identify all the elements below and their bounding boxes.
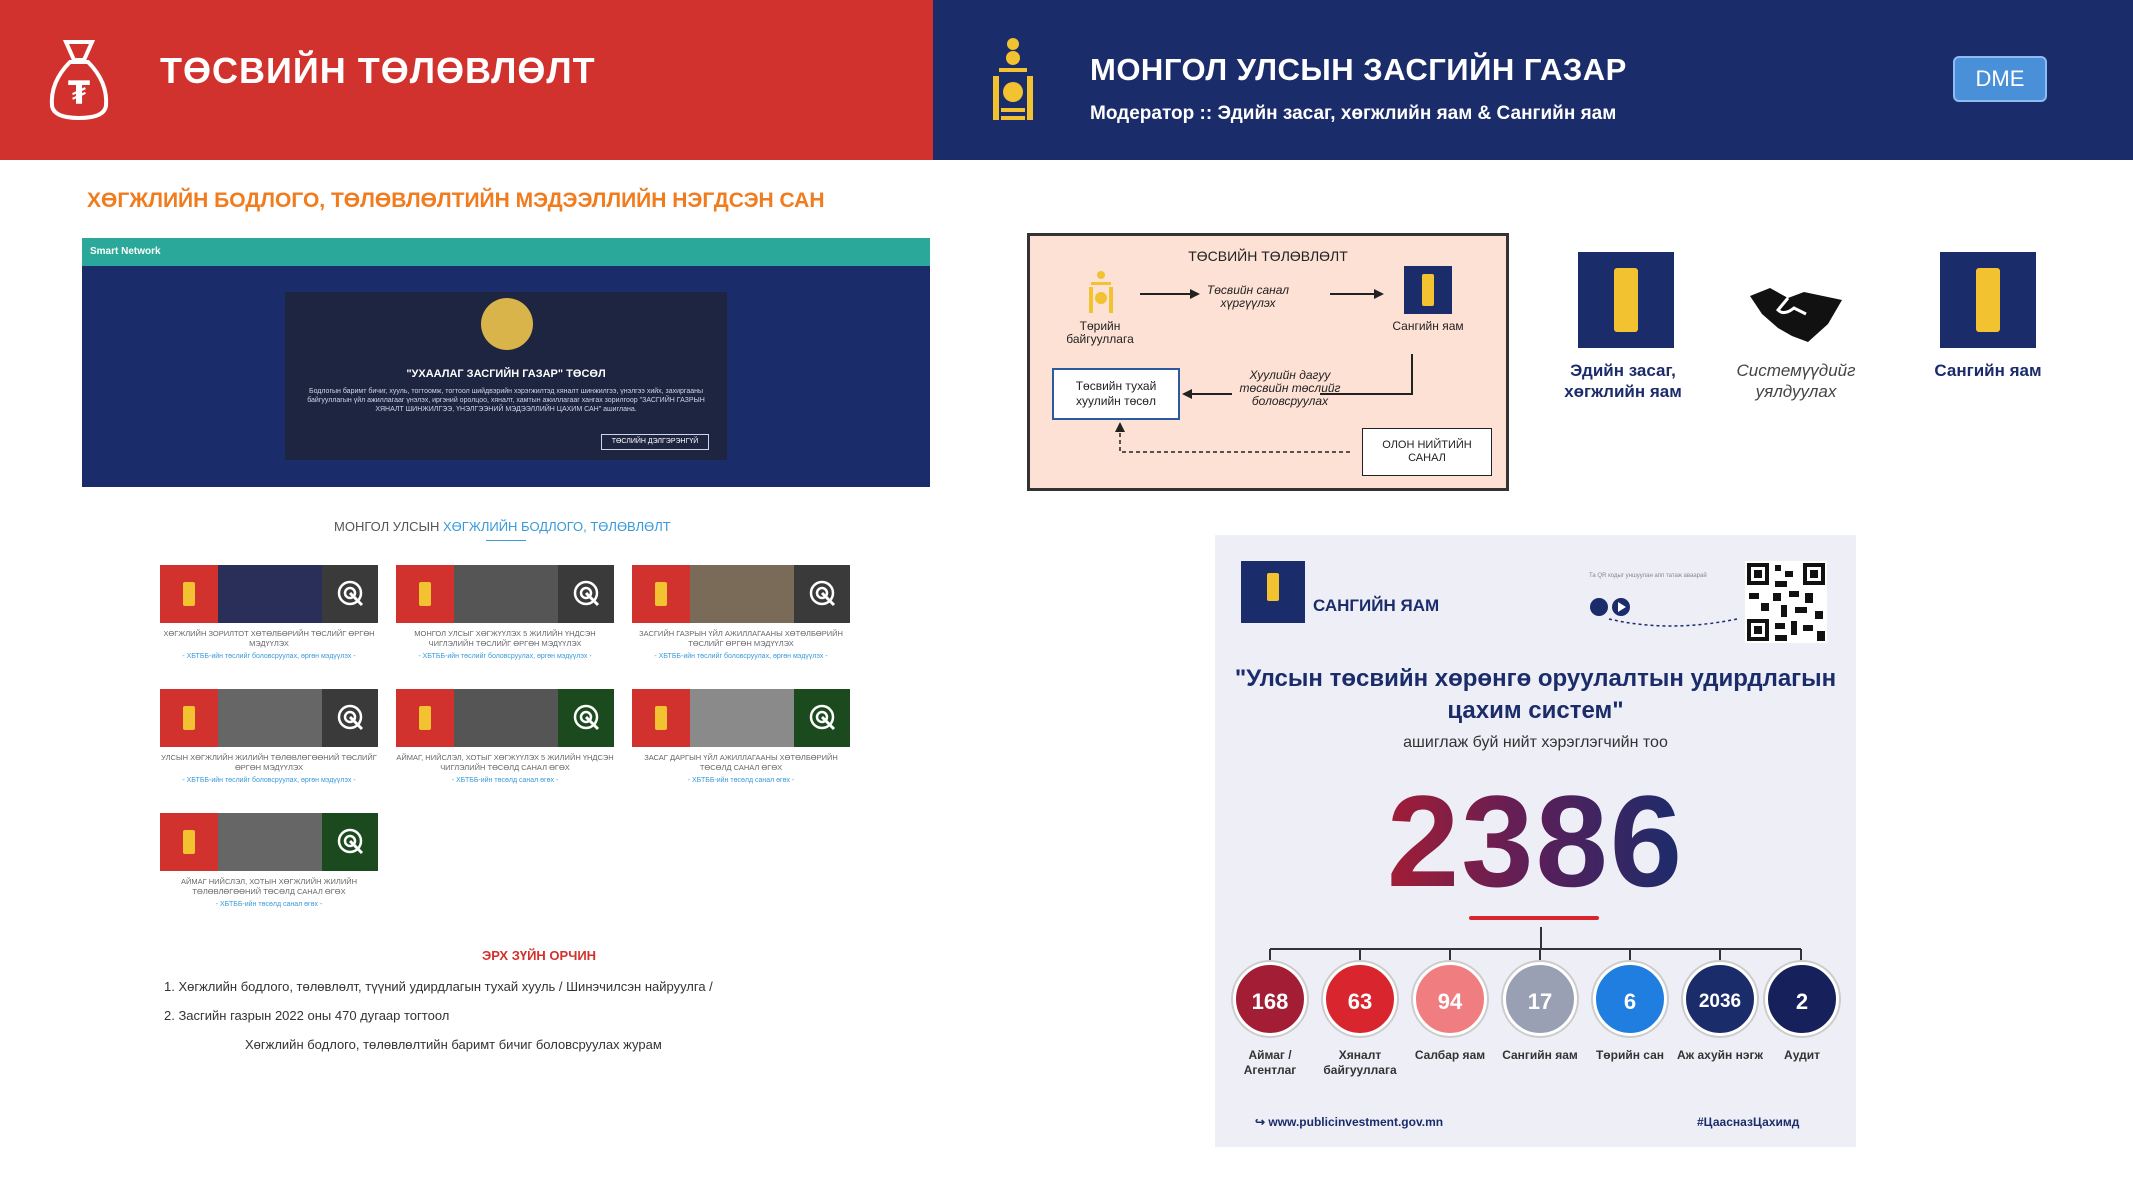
target-icon xyxy=(322,689,378,747)
target-icon xyxy=(558,565,614,623)
module-image xyxy=(454,689,558,747)
diagram-title: ТӨСВИЙН ТӨЛӨВЛӨЛТ xyxy=(1188,248,1348,264)
header-right xyxy=(933,0,2133,160)
soyombo-icon xyxy=(396,689,454,747)
stat-circle: 63 xyxy=(1323,962,1397,1036)
module-caption: УЛСЫН ХӨГЖЛИЙН ЖИЛИЙН ТӨЛӨВЛӨГӨӨНИЙ ТӨСЛИЙГ ӨРГӨН МЭДҮҮЛЭХ xyxy=(161,753,377,772)
module-tile[interactable] xyxy=(632,565,850,660)
total-users-value: 2386 xyxy=(1386,768,1685,914)
rights-note: Хөгжлийн бодлого, төлөвлөлтийн баримт бичиг боловсруулах журам xyxy=(245,1037,662,1052)
module-link[interactable]: - ХБТББ-ийн төсөлд санал өгөх - xyxy=(687,777,795,784)
rights-title: ЭРХ ЗҮЙН ОРЧИН xyxy=(482,948,597,963)
soyombo-icon xyxy=(632,565,690,623)
header-left xyxy=(0,0,933,160)
banner-details-button[interactable]: ТӨСЛИЙН ДЭЛГЭРЭНГҮЙ xyxy=(601,434,709,450)
module-caption: ХӨГЖЛИЙН ЗОРИЛТОТ ХӨТӨЛБӨРИЙН ТӨСЛИЙГ ӨРГӨН МЭДҮҮЛЭХ xyxy=(163,629,375,648)
stat-label: Салбар яам xyxy=(1414,1048,1486,1062)
smart-network-screenshot xyxy=(82,238,930,487)
modules-heading xyxy=(334,519,671,534)
rights-item: 1. Хөгжлийн бодлого, төлөвлөлт, түүний удирдлагын тухай хууль / Шинэчилсэн найруулга / xyxy=(164,979,713,994)
qr-note: Та QR кодыг уншуулан апп татаж аваарай xyxy=(1589,573,1707,579)
dashed-connector xyxy=(1110,422,1350,458)
partner-right-label: Сангийн яам xyxy=(1934,361,2042,380)
stat-label: Хяналт байгууллага xyxy=(1323,1048,1397,1077)
soyombo-icon xyxy=(160,689,218,747)
stat-circle: 2036 xyxy=(1683,962,1757,1036)
soyombo-icon xyxy=(632,689,690,747)
module-tile[interactable] xyxy=(632,689,850,784)
bank-name: САНГИЙН ЯАМ xyxy=(1313,596,1440,615)
total-users xyxy=(1215,768,1856,914)
app-store-icons xyxy=(1589,593,1739,633)
module-tile[interactable] xyxy=(396,689,614,784)
soyombo-icon xyxy=(1088,270,1114,314)
partner-left-label: Эдийн засаг, хөгжлийн яам xyxy=(1564,361,1682,401)
stat-circle: 17 xyxy=(1503,962,1577,1036)
module-image xyxy=(218,565,322,623)
banner-text: Бодлогын баримт бичиг, хууль, тогтоомж, тогтоол шийдвэрийн хэрэгжилтэд хяналт шинжилгээ, үнэлгээ хийх, захиргааны байгууллагын үйл ажиллагааг үнэлэх, иргэний оролцоо, хяналт, хамтын ажиллагааг хангах зорилгоор "ЗАСГИЙН ГАЗРЫН ХЯНАЛТ ШИНЖИЛГЭЭ, ҮНЭЛГЭЭНИЙ МЭДЭЭЛЛИЙН ЦАХИМ САН" ашиглана. xyxy=(307,388,705,413)
soyombo-icon xyxy=(160,565,218,623)
stat-circle: 168 xyxy=(1233,962,1307,1036)
modules-heading-prefix: МОНГОЛ УЛСЫН xyxy=(334,519,444,534)
stat-label: Аудит xyxy=(1784,1048,1820,1062)
stat-label: Сангийн яам xyxy=(1502,1048,1578,1062)
module-caption: ЗАСГИЙН ГАЗРЫН ҮЙЛ АЖИЛЛАГААНЫ ХӨТӨЛБӨРИЙН ТӨСЛИЙГ ӨРГӨН МЭДҮҮЛЭХ xyxy=(639,629,843,648)
module-caption: ЗАСАГ ДАРГЫН ҮЙЛ АЖИЛЛАГААНЫ ХӨТӨЛБӨРИЙН ТӨСӨЛД САНАЛ ӨГӨХ xyxy=(644,753,838,772)
target-icon xyxy=(794,565,850,623)
stat-label: Аймаг / Агентлаг xyxy=(1243,1048,1297,1077)
module-caption: МОНГОЛ УЛСЫГ ХӨГЖҮҮЛЭХ 5 ЖИЛИЙН ҮНДСЭН ЧИГЛЭЛИЙН ТӨСЛИЙГ ӨРГӨН МЭДҮҮЛЭХ xyxy=(414,629,596,648)
state-emblem-icon xyxy=(481,298,533,350)
target-icon xyxy=(322,813,378,871)
smart-network-banner xyxy=(285,292,727,460)
module-tile[interactable] xyxy=(160,689,378,784)
soyombo-icon xyxy=(989,36,1037,124)
node-law: Төсвийн тухай хуулийн төсөл xyxy=(1052,368,1180,420)
header-left-title: ТӨСВИЙН ТӨЛӨВЛӨЛТ xyxy=(160,50,596,91)
mof-logo xyxy=(1404,266,1452,314)
stat-circle: 6 xyxy=(1593,962,1667,1036)
money-bag-icon xyxy=(46,38,112,122)
mof-logo xyxy=(1940,252,2036,348)
module-link[interactable]: - ХБТББ-ийн төслийг боловсруулах, өргөн мэдүүлэх - xyxy=(418,653,592,660)
target-icon xyxy=(322,565,378,623)
arrow-right-icon xyxy=(1330,288,1384,300)
budget-flow-diagram xyxy=(1027,233,1509,491)
website-url[interactable]: www.publicinvestment.gov.mn xyxy=(1268,1115,1444,1129)
hashtag: #ЦаасназЦахимд xyxy=(1697,1115,1800,1129)
edge-law-label: Хуулийн дагуу төсвийн төслийг боловсруулах xyxy=(1239,368,1341,408)
moderator-text: Модератор :: Эдийн засаг, хөгжлийн яам & Сангийн яам xyxy=(1090,103,1617,124)
target-icon xyxy=(794,689,850,747)
module-link[interactable]: - ХБТББ-ийн төсөлд санал өгөх - xyxy=(451,777,559,784)
modules-heading-underline xyxy=(486,540,526,541)
module-caption: АЙМАГ НИЙСЛЭЛ, ХОТЫН ХӨГЖЛИЙН ЖИЛИЙН ТӨЛӨВЛӨГӨӨНИЙ ТӨСӨЛД САНАЛ ӨГӨХ xyxy=(180,877,358,896)
handshake-icon xyxy=(1748,284,1844,346)
infographic-subtitle: ашиглаж буй нийт хэрэглэгчийн тоо xyxy=(1403,734,1668,751)
mof-econ-logo xyxy=(1578,252,1674,348)
module-image xyxy=(218,813,322,871)
smart-network-bar: Smart Network xyxy=(82,238,930,266)
svg-text:₮: ₮ xyxy=(67,74,91,112)
website-link[interactable]: ↪ www.publicinvestment.gov.mn xyxy=(1255,1115,1444,1129)
stat-label: Төрийн сан xyxy=(1595,1048,1665,1062)
module-caption: АЙМАГ, НИЙСЛЭЛ, ХОТЫГ ХӨГЖҮҮЛЭХ 5 ЖИЛИЙН ҮНДСЭН ЧИГЛЭЛИЙН ТӨСӨЛД САНАЛ ӨГӨХ xyxy=(396,753,614,772)
module-tile[interactable] xyxy=(396,565,614,660)
target-icon xyxy=(558,689,614,747)
module-tile[interactable] xyxy=(160,813,378,908)
module-link[interactable]: - ХБТББ-ийн төслийг боловсруулах, өргөн мэдүүлэх - xyxy=(654,653,828,660)
node-public: ОЛОН НИЙТИЙН САНАЛ xyxy=(1362,428,1492,476)
partner-middle-label: Системүүдийг уялдуулах xyxy=(1736,361,1856,401)
investment-infographic xyxy=(1215,535,1856,1147)
module-link[interactable]: - ХБТББ-ийн төслийг боловсруулах, өргөн мэдүүлэх - xyxy=(182,653,356,660)
section-title: ХӨГЖЛИЙН БОДЛОГО, ТӨЛӨВЛӨЛТИЙН МЭДЭЭЛЛИЙН НЭГДСЭН САН xyxy=(87,189,825,212)
header-right-title: МОНГОЛ УЛСЫН ЗАСГИЙН ГАЗАР xyxy=(1090,52,1627,87)
soyombo-icon xyxy=(396,565,454,623)
module-image xyxy=(454,565,558,623)
stat-circle: 94 xyxy=(1413,962,1487,1036)
banner-title: "УХААЛАГ ЗАСГИЙН ГАЗАР" ТӨСӨЛ xyxy=(406,368,606,380)
module-image xyxy=(690,689,794,747)
mof-logo xyxy=(1241,561,1305,623)
stat-label: Аж ахуйн нэгж xyxy=(1676,1048,1763,1062)
modules-heading-highlight: ХӨГЖЛИЙН БОДЛОГО, ТӨЛӨВЛӨЛТ xyxy=(443,519,671,534)
node-mof: Сангийн яам xyxy=(1392,319,1464,333)
module-image xyxy=(218,689,322,747)
soyombo-icon xyxy=(160,813,218,871)
qr-code-icon xyxy=(1745,561,1827,643)
dme-button[interactable]: DME xyxy=(1953,56,2047,102)
module-tile[interactable] xyxy=(160,565,378,660)
module-link[interactable]: - ХБТББ-ийн төсөлд санал өгөх - xyxy=(215,901,323,908)
node-budget-org: Төрийн байгууллага xyxy=(1066,319,1134,346)
module-image xyxy=(690,565,794,623)
arrow-left-icon xyxy=(1182,388,1232,400)
module-link[interactable]: - ХБТББ-ийн төслийг боловсруулах, өргөн мэдүүлэх - xyxy=(182,777,356,784)
infographic-title: "Улсын төсвийн хөрөнгө оруулалтын удирдлагын цахим систем" xyxy=(1234,665,1837,724)
rights-item: 2. Засгийн газрын 2022 оны 470 дугаар тогтоол xyxy=(164,1008,450,1023)
edge-submit-label: Төсвийн санал хүргүүлэх xyxy=(1206,283,1290,310)
stat-circle: 2 xyxy=(1765,962,1839,1036)
